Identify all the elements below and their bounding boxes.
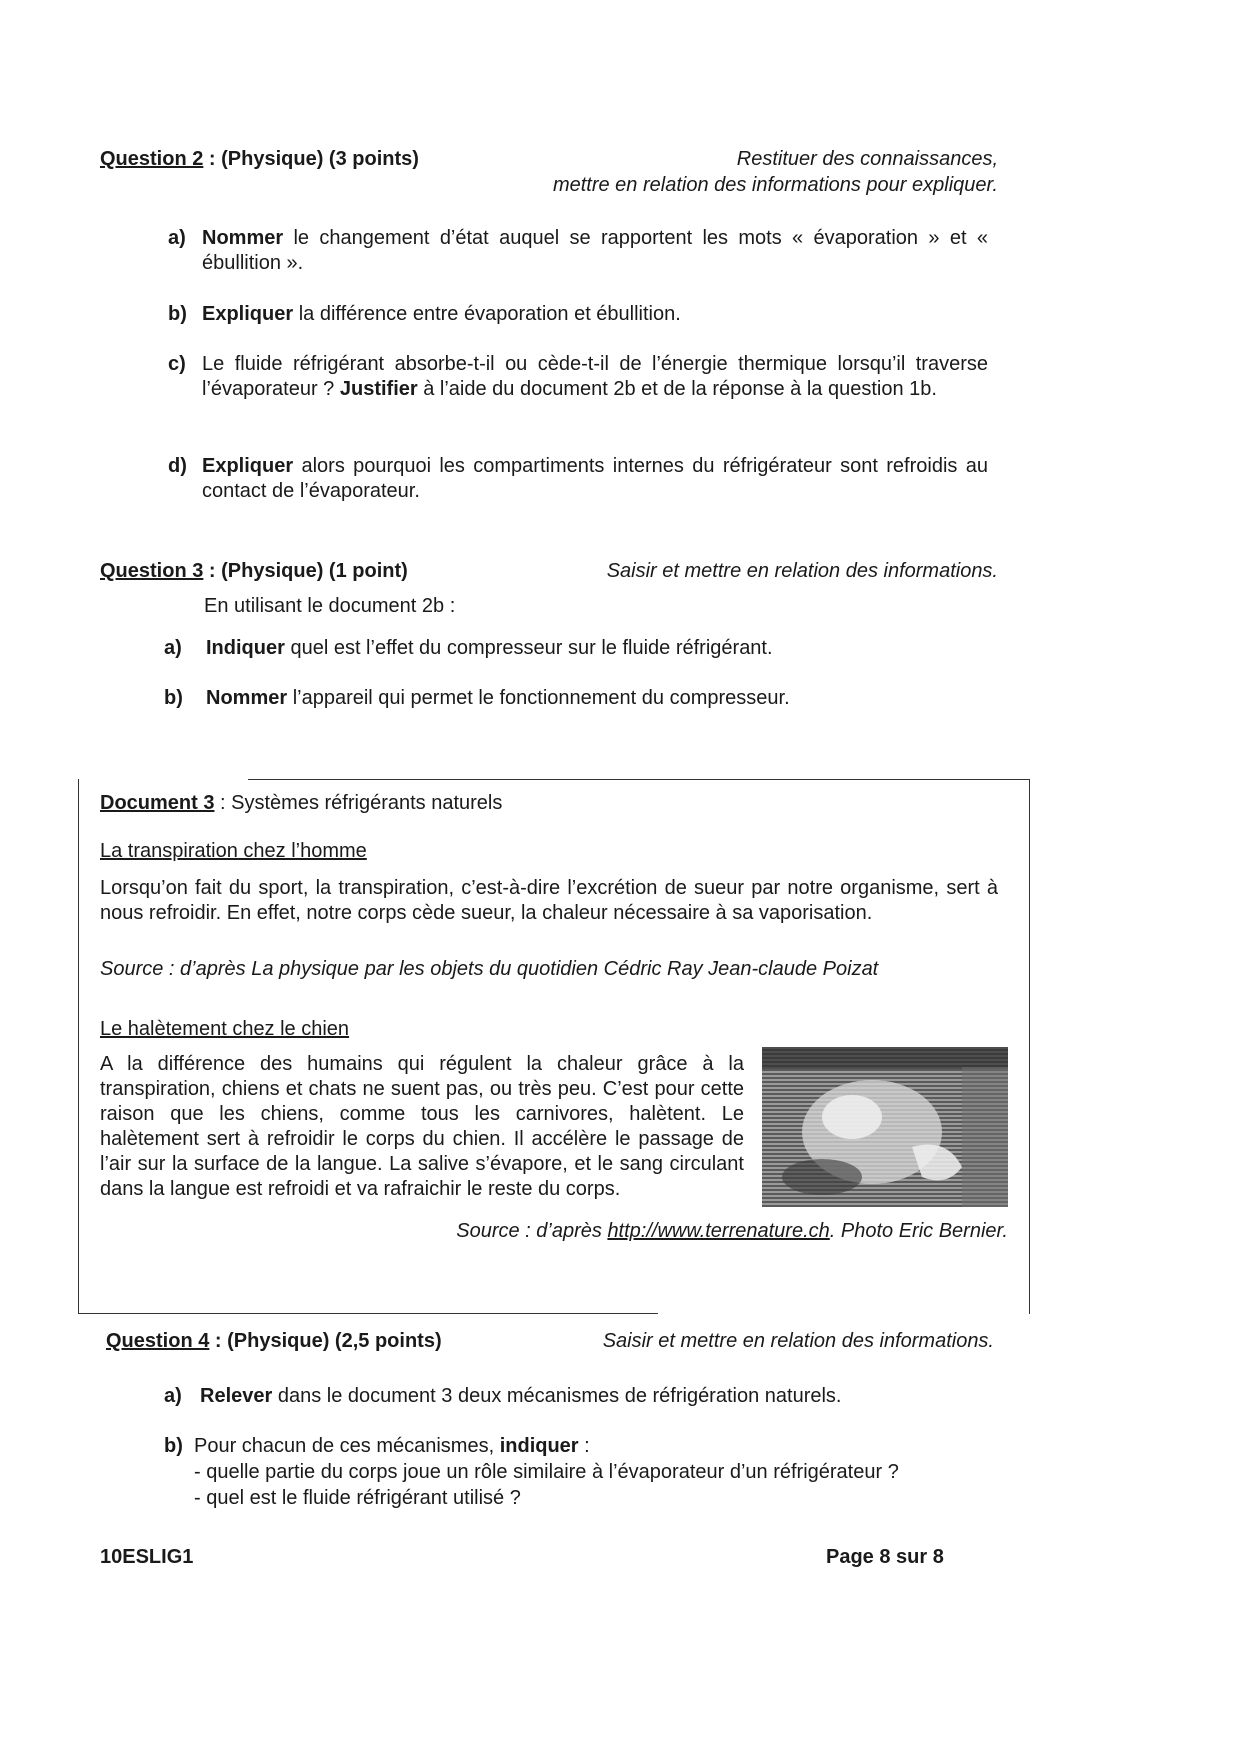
question-4-item-a: a) Relever dans le document 3 deux mécanismes de réfrigération naturels. bbox=[164, 1385, 842, 1407]
question-4-objective: Saisir et mettre en relation des informations. bbox=[602, 1330, 994, 1352]
question-2-item-d: d) Expliquer alors pourquoi les compartiments internes du réfrigérateur sont refroidis au contact de l’évaporateur. bbox=[168, 455, 988, 502]
question-2-item-b: b) Expliquer la différence entre évaporation et ébullition. bbox=[168, 303, 681, 325]
section-transpiration-text: Lorsqu’on fait du sport, la transpiration, c’est-à-dire l’excrétion de sueur par notre organisme, sert à nous refroidir. En effet, notre corps cède sueur, la chaleur nécessaire à sa vaporisation. bbox=[100, 877, 998, 924]
dog-photo bbox=[762, 1047, 1008, 1207]
dog-photo-illustration bbox=[762, 1047, 1008, 1207]
footer-code: 10ESLIG1 bbox=[100, 1546, 194, 1568]
section-transpiration-source: Source : d’après La physique par les objets du quotidien Cédric Ray Jean-claude Poizat bbox=[100, 958, 879, 980]
question-4-label: Question 4 : (Physique) (2,5 points) bbox=[106, 1330, 442, 1352]
question-2-objective-line1: Restituer des connaissances, bbox=[736, 148, 998, 170]
section-haletement-text: A la différence des humains qui régulent la chaleur grâce à la transpiration, chiens et chats ne suent pas, ou très peu. C’est pour cette raison que les chiens, comme tous les carnivores, halètent. Le halètement sert à refroidir le corps du chien. Il accélère le passage de l’air sur la surface de la langue. La salive s’évapore, et le sang circulant dans la langue est refroidi et va rafraichir le reste du corps. bbox=[100, 1053, 744, 1200]
box-left-border bbox=[78, 779, 79, 1314]
question-4-bullet-1: - quelle partie du corps joue un rôle similaire à l’évaporateur d’un réfrigérateur ? bbox=[194, 1461, 899, 1483]
question-3-intro: En utilisant le document 2b : bbox=[204, 595, 456, 617]
question-3-label: Question 3 : (Physique) (1 point) bbox=[100, 560, 408, 582]
section-haletement-source: Source : d’après http://www.terrenature.ch. Photo Eric Bernier. bbox=[456, 1220, 1008, 1242]
section-haletement-title: Le halètement chez le chien bbox=[100, 1018, 350, 1040]
question-4-header bbox=[106, 1328, 994, 1354]
question-3-item-b: b) Nommer l’appareil qui permet le fonctionnement du compresseur. bbox=[164, 687, 790, 709]
question-2-objective-line2: mettre en relation des informations pour expliquer. bbox=[552, 174, 998, 196]
box-top-border bbox=[248, 779, 1030, 780]
box-right-border bbox=[1029, 779, 1030, 1314]
terrenature-link[interactable]: http://www.terrenature.ch bbox=[607, 1220, 830, 1242]
question-2-header bbox=[100, 146, 998, 196]
section-transpiration-title: La transpiration chez l’homme bbox=[100, 840, 367, 862]
question-4-bullet-2: - quel est le fluide réfrigérant utilisé ? bbox=[194, 1487, 521, 1509]
question-3-objective: Saisir et mettre en relation des informations. bbox=[606, 560, 998, 582]
document-3-title: Document 3 : Systèmes réfrigérants naturels bbox=[100, 792, 503, 814]
question-2-item-c: c) Le fluide réfrigérant absorbe-t-il ou cède-t-il de l’énergie thermique lorsqu’il traverse l’évaporateur ? Justifier à l’aide du document 2b et de la réponse à la question 1b. bbox=[168, 353, 988, 400]
question-4-item-b: b) Pour chacun de ces mécanismes, indiquer : bbox=[164, 1435, 590, 1457]
question-3-item-a: a) Indiquer quel est l’effet du compresseur sur le fluide réfrigérant. bbox=[164, 637, 773, 659]
question-3-header bbox=[100, 558, 998, 584]
question-2-label: Question 2 : (Physique) (3 points) bbox=[100, 148, 419, 170]
question-2-item-a: a) Nommer le changement d’état auquel se rapportent les mots « évaporation » et « ébullition ». bbox=[168, 227, 988, 274]
box-bottom-border bbox=[78, 1313, 658, 1314]
footer-page-number: Page 8 sur 8 bbox=[826, 1546, 944, 1568]
